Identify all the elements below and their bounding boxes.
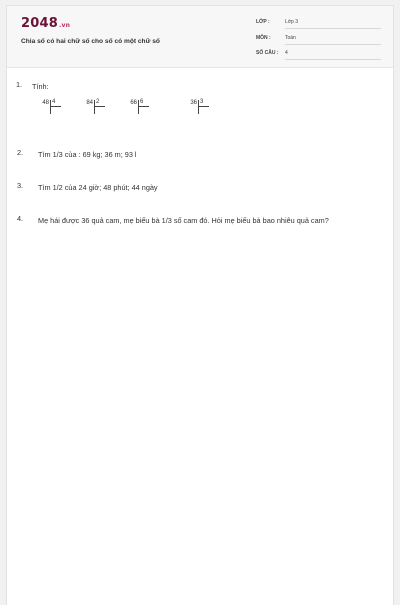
- meta-question-count: [256, 50, 381, 60]
- logo-text: 2048: [21, 16, 58, 31]
- division-vertical-line: [198, 100, 199, 114]
- division-horizontal-line: [94, 106, 105, 107]
- meta-subject: [256, 35, 381, 45]
- question-number: 2.: [17, 148, 24, 157]
- division-vertical-line: [138, 100, 139, 114]
- division-horizontal-line: [50, 106, 61, 107]
- question-text: Tính:: [32, 82, 49, 91]
- worksheet-title: Chia số có hai chữ số cho số có một chữ số: [21, 38, 160, 45]
- division-divisor: 4: [52, 99, 56, 105]
- division-item: [40, 99, 62, 119]
- division-dividend: 36: [190, 100, 197, 106]
- division-dividend: 48: [42, 100, 49, 106]
- question-text: Mẹ hái được 36 quả cam, mẹ biếu bà 1/3 số cam đó. Hỏi mẹ biếu bà bao nhiêu quả cam?: [38, 216, 329, 225]
- meta-subject-label: MÔN :: [256, 35, 271, 41]
- meta-subject-value: Toán: [285, 35, 381, 45]
- division-divisor: 6: [140, 99, 144, 105]
- logo: [21, 16, 70, 31]
- division-divisor: 2: [96, 99, 100, 105]
- division-vertical-line: [50, 100, 51, 114]
- division-dividend: 66: [130, 100, 137, 106]
- meta-count-label: SỐ CÂU :: [256, 50, 279, 56]
- meta-class-value: Lớp 3: [285, 19, 381, 29]
- division-horizontal-line: [198, 106, 209, 107]
- meta-count-value: 4: [285, 50, 381, 60]
- division-item: [84, 99, 106, 119]
- division-divisor: 3: [200, 99, 204, 105]
- worksheet: [6, 5, 394, 605]
- division-item: [188, 99, 210, 119]
- division-item: [128, 99, 150, 119]
- question-text: Tìm 1/2 của 24 giờ; 48 phút; 44 ngày: [38, 183, 158, 192]
- question-number: 1.: [16, 80, 23, 89]
- meta-class: [256, 19, 381, 29]
- division-horizontal-line: [138, 106, 149, 107]
- division-dividend: 84: [86, 100, 93, 106]
- worksheet-header: [7, 6, 393, 68]
- question-number: 3.: [17, 181, 24, 190]
- logo-suffix: .vn: [58, 22, 71, 29]
- meta-class-label: LỚP :: [256, 19, 270, 25]
- question-number: 4.: [17, 214, 24, 223]
- division-vertical-line: [94, 100, 95, 114]
- question-text: Tìm 1/3 của : 69 kg; 36 m; 93 l: [38, 150, 137, 159]
